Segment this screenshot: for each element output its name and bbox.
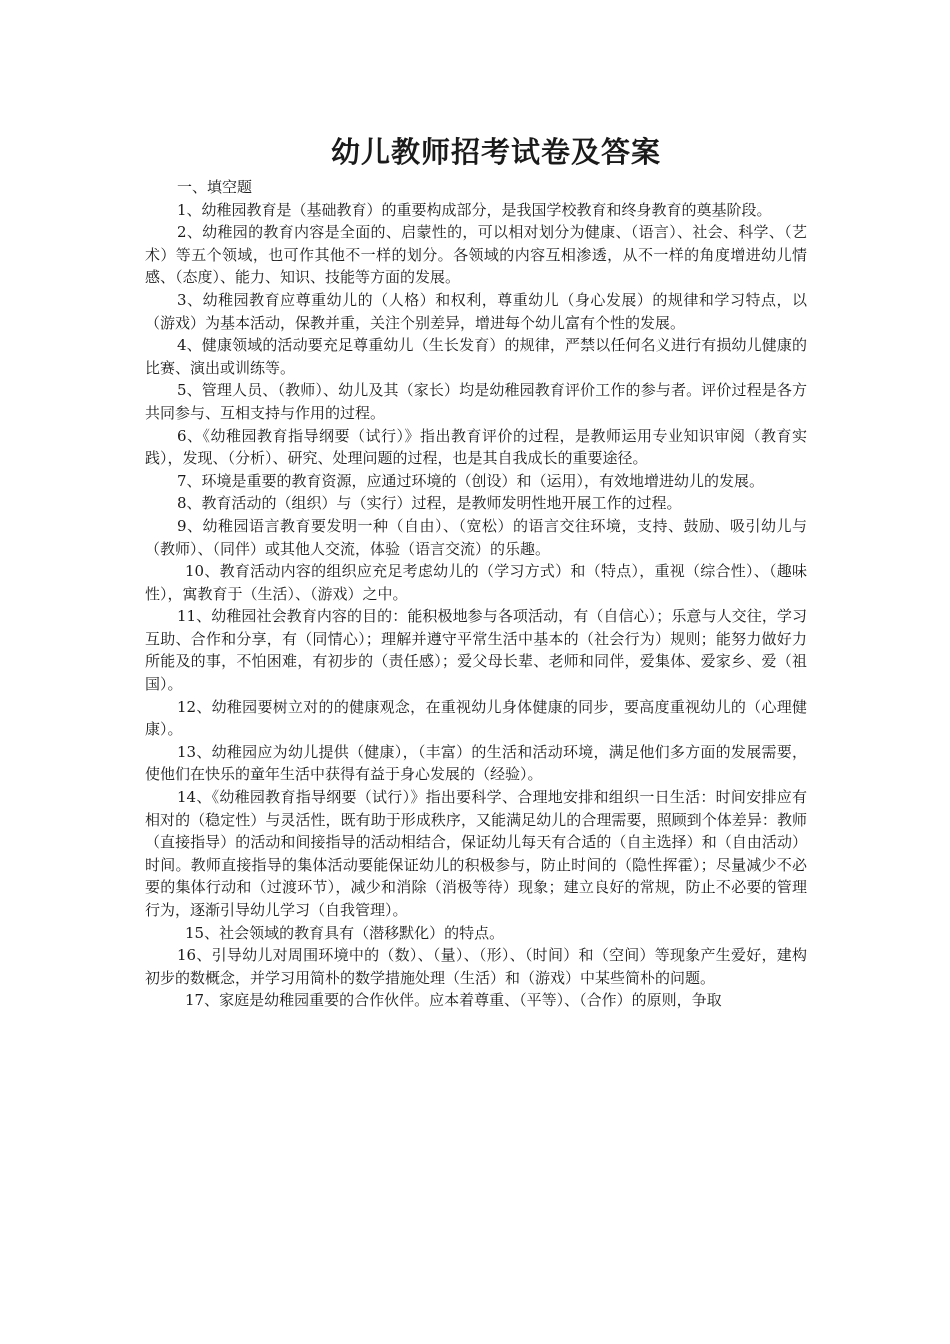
question-2: 2、幼稚园的教育内容是全面的、启蒙性的，可以相对划分为健康、（语言）、社会、科学、（艺术）等五个领域，也可作其他不一样的划分。各领域的内容互相渗透，从不一样的角度增进幼儿情感、（态度）、能力、知识、技能等方面的发展。 [145,223,807,287]
question-8: 8、教育活动的（组织）与（实行）过程，是教师发明性地开展工作的过程。 [177,494,682,513]
question-13: 13、幼稚园应为幼儿提供（健康），（丰富）的生活和活动环境，满足他们多方面的发展需要，使他们在快乐的童年生活中获得有益于身心发展的（经验）。 [145,742,807,784]
question-6: 6、《幼稚园教育指导纲要（试行）》指出教育评价的过程，是教师运用专业知识审阅（教育实践），发现、（分析）、研究、处理问题的过程，也是其自我成长的重要途径。 [145,426,807,468]
question-14: 14、《幼稚园教育指导纲要（试行）》指出要科学、合理地安排和组织一日生活：时间安排应有相对的（稳定性）与灵活性，既有助于形成秩序，又能满足幼儿的合理需要，照顾到个体差异：教师（直接指导）的活动和间接指导的活动相结合，保证幼儿每天有合适的（自主选择）和（自由活动）时间。教师直接指导的集体活动要能保证幼儿的积极参与，防止时间的（隐性挥霍）；尽量减少不必要的集体行动和（过渡环节），减少和消除（消极等待）现象；建立良好的常规，防止不必要的管理行为，逐渐引导幼儿学习（自我管理）。 [145,788,807,919]
section-heading: 一、填空题 [177,178,253,196]
question-17: 17、家庭是幼稚园重要的合作伙伴。应本着尊重、（平等）、（合作）的原则，争取 [185,991,722,1010]
question-15: 15、社会领域的教育具有（潜移默化）的特点。 [185,923,505,942]
document-title: 幼儿教师招考试卷及答案 [330,135,661,169]
question-12: 12、幼稚园要树立对的的健康观念，在重视幼儿身体健康的同步，要高度重视幼儿的（心理健康）。 [145,697,807,739]
document-body [145,176,807,1012]
question-7: 7、环境是重要的教育资源，应通过环境的（创设）和（运用），有效地增进幼儿的发展。 [177,471,765,490]
question-3: 3、幼稚园教育应尊重幼儿的（人格）和权利，尊重幼儿（身心发展）的规律和学习特点，以（游戏）为基本活动，保教并重，关注个别差异，增进每个幼儿富有个性的发展。 [145,290,807,332]
question-16: 16、引导幼儿对周围环境中的（数）、（量）、（形）、（时间）和（空间）等现象产生爱好，建构初步的数概念，并学习用简朴的数学措施处理（生活）和（游戏）中某些简朴的问题。 [145,946,807,987]
question-11: 11、幼稚园社会教育内容的目的：能积极地参与各项活动，有（自信心）；乐意与人交往，学习互助、合作和分享，有（同情心）；理解并遵守平常生活中基本的（社会行为）规则；能努力做好力所能及的事，不怕困难，有初步的（责任感）；爱父母长辈、老师和同伴，爱集体、爱家乡、爱（祖国）。 [145,607,807,694]
question-4: 4、健康领域的活动要充足尊重幼儿（生长发育）的规律，严禁以任何名义进行有损幼儿健康的比赛、演出或训练等。 [145,336,807,377]
question-1: 1、幼稚园教育是（基础教育）的重要构成部分，是我国学校教育和终身教育的奠基阶段。 [177,200,772,219]
question-10: 10、教育活动内容的组织应充足考虑幼儿的（学习方式）和（特点），重视（综合性）、（趣味性），寓教育于（生活）、（游戏）之中。 [145,562,807,603]
question-5: 5、管理人员、（教师）、幼儿及其（家长）均是幼稚园教育评价工作的参与者。评价过程是各方共同参与、互相支持与作用的过程。 [145,381,807,422]
question-9: 9、幼稚园语言教育要发明一种（自由）、（宽松）的语言交往环境，支持、鼓励、吸引幼儿与（教师）、（同伴）或其他人交流，体验（语言交流）的乐趣。 [145,516,807,558]
